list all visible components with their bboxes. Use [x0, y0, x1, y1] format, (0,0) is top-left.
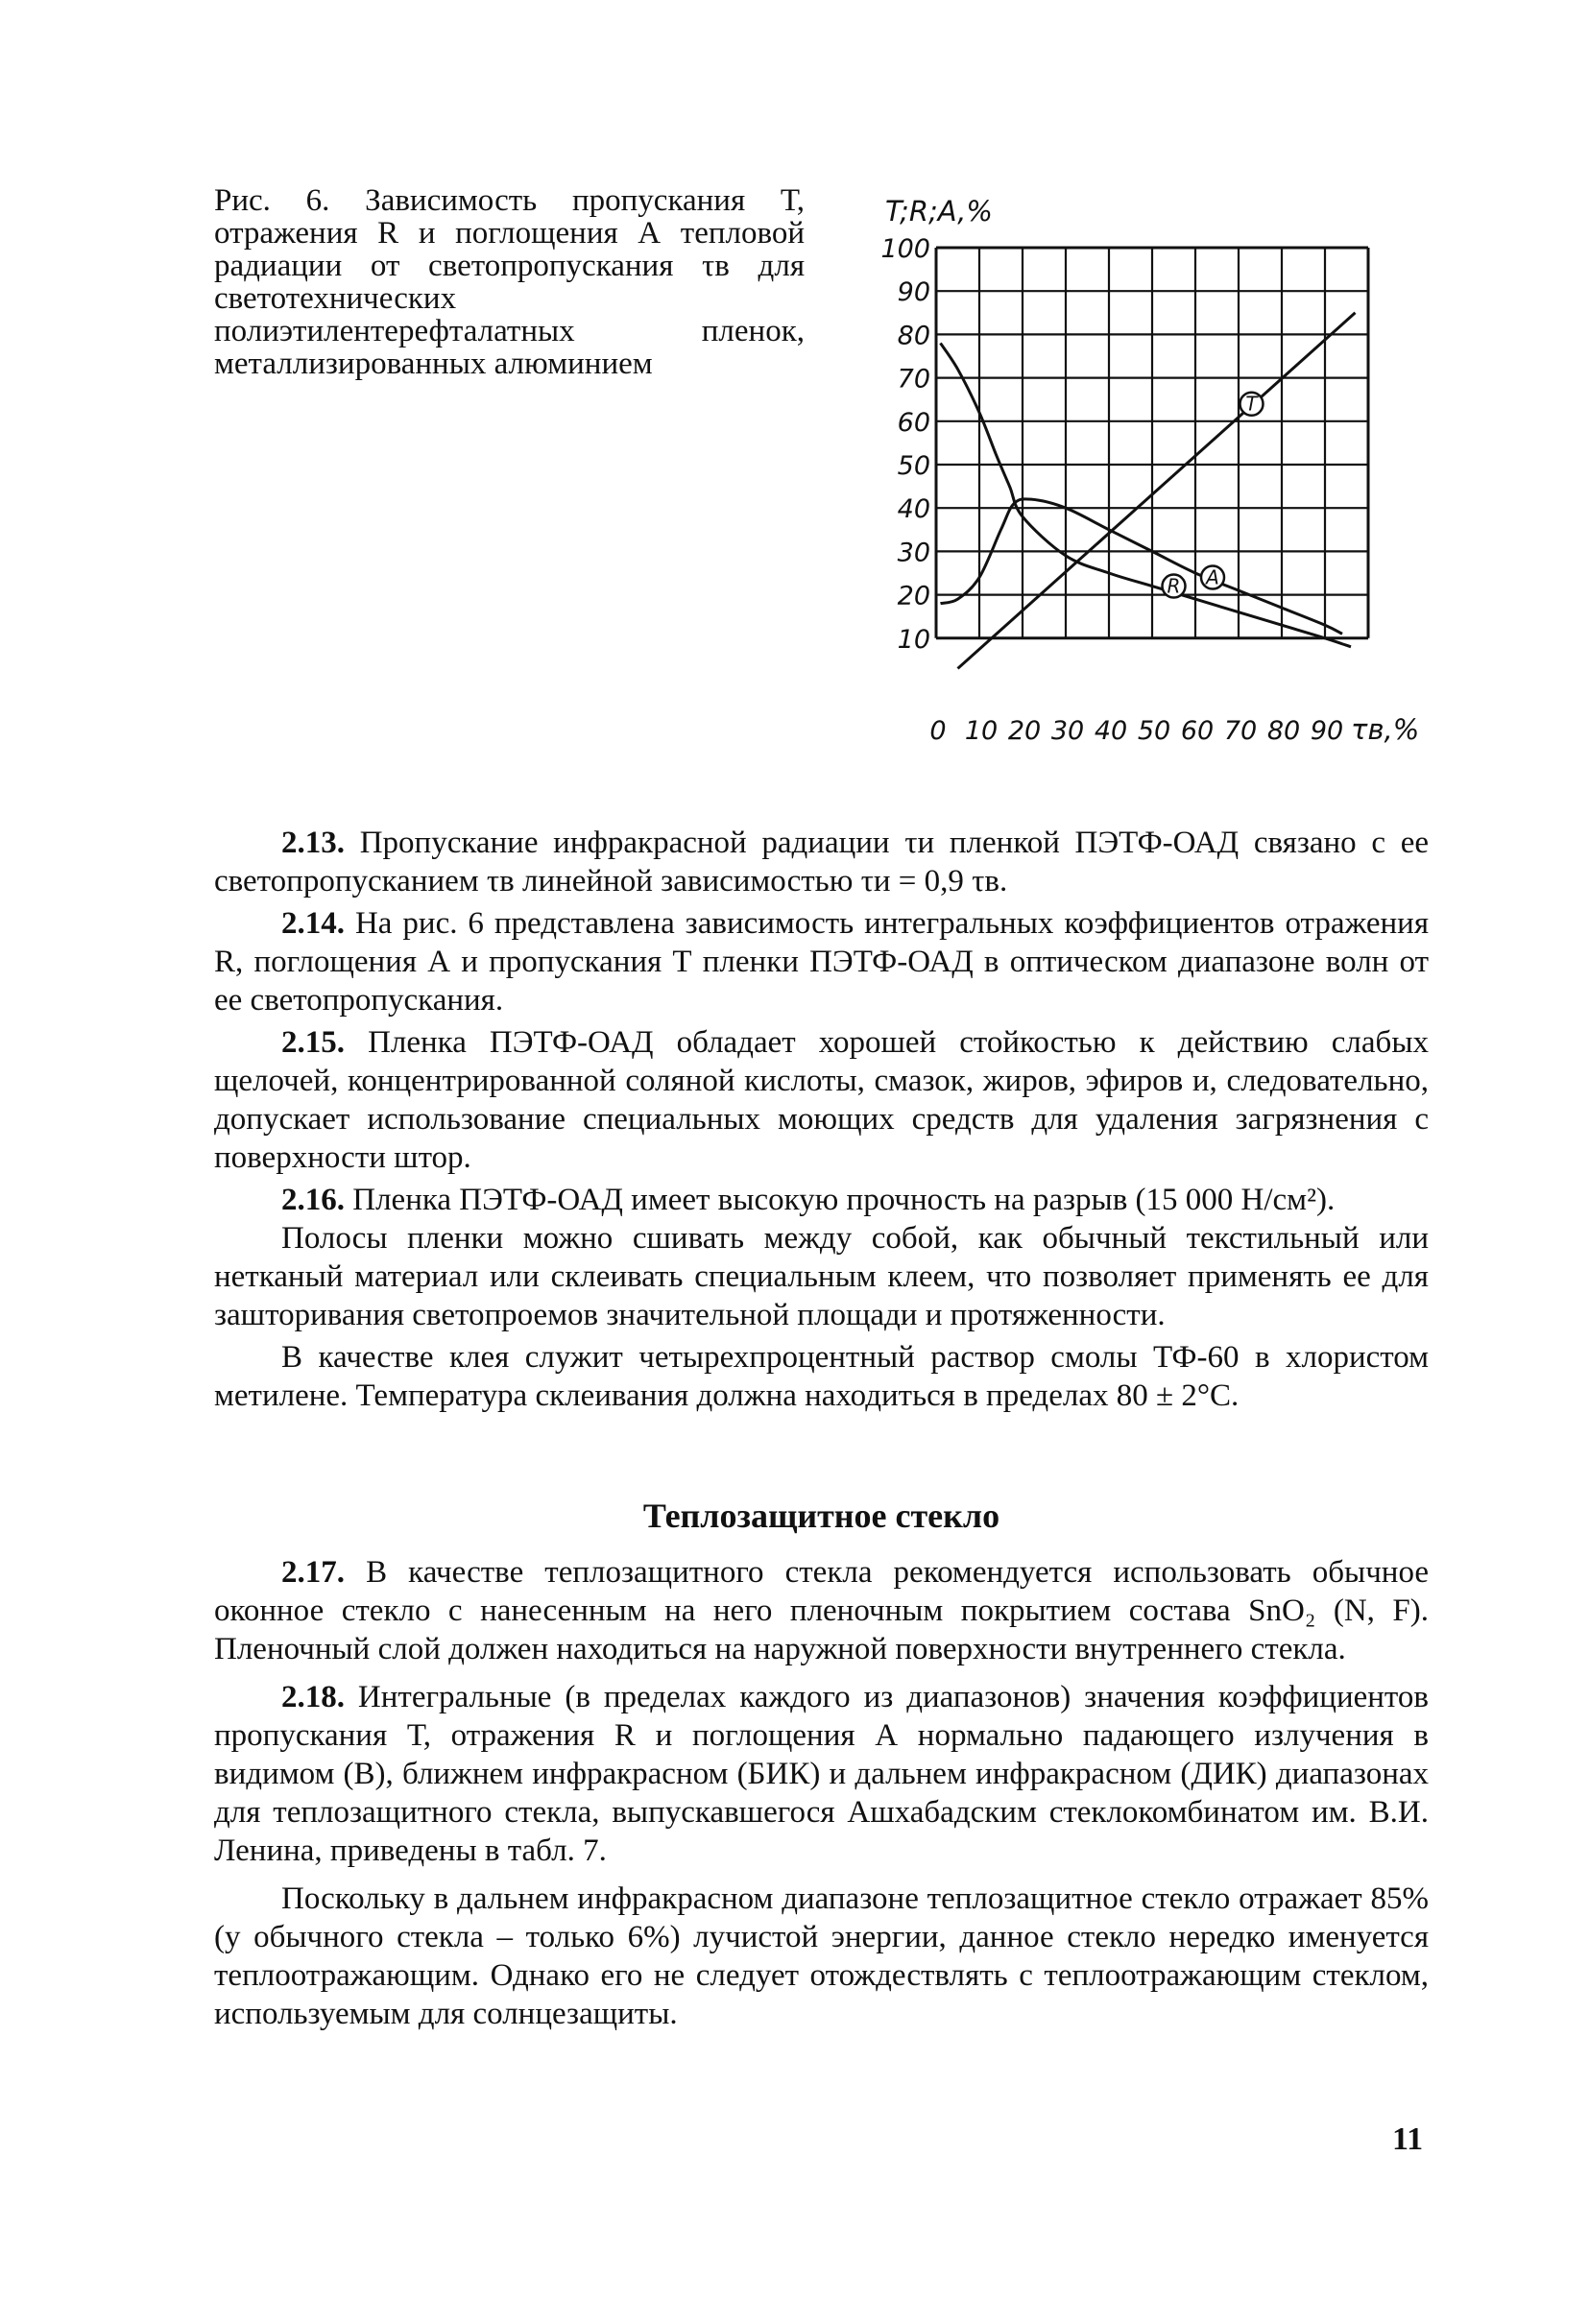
x-tick-label: 50 [1137, 716, 1171, 746]
paragraph-text: Пропускание инфракрасной радиации τи пленкой ПЭТФ-ОАД связано с ее светопропусканием τв линейной зависимостью τи = 0,9 τв. [214, 826, 1430, 898]
text-block-1 [214, 824, 1429, 1415]
series-label-r: R [1167, 574, 1181, 598]
paragraph-number: 2.16. [281, 1183, 345, 1217]
paragraph-text: Пленка ПЭТФ-ОАД имеет высокую прочность на разрыв (15 000 Н/см²). [352, 1183, 1336, 1217]
paragraph-2-16 [214, 1181, 1429, 1219]
figure-caption: Рис. 6. Зависимость пропускания Т, отражения R и поглощения А тепловой радиации от светопропускания τв для светотехнических полиэтилентерефталатных пленок, металлизированных алюминием [214, 183, 805, 381]
paragraph-number: 2.14. [281, 906, 345, 941]
y-tick-label: 70 [897, 364, 930, 395]
x-tick-label: 80 [1266, 716, 1301, 746]
paragraph-2-15 [214, 1023, 1429, 1177]
paragraph-text: Интегральные (в пределах каждого из диапазонов) значения коэффициентов пропускания Т, отражения R и поглощения А нормально падающего излучения в видимом (В), ближнем инфракрасном (БИК) и дальнем инфракрасном (ДИК) диапазонах для теплозащитного стекла, выпускавшегося Ашхабадским стеклокомбинатом им. В.И. Ленина, приведены в табл. 7. [214, 1680, 1430, 1868]
x-tick-label: 0 [929, 716, 947, 746]
paragraph-2-16-b: Полосы пленки можно сшивать между собой, как обычный текстильный или нетканый материал или склеивать специальным клеем, что позволяет применять ее для зашторивания светопроемов значительной площади и протяженности. [214, 1221, 1429, 1332]
series-label-t: T [1245, 392, 1258, 416]
y-tick-label: 50 [897, 451, 930, 481]
page-number: 11 [1392, 2121, 1424, 2157]
x-tick-label: 70 [1223, 716, 1258, 746]
y-tick-label: 90 [897, 277, 930, 308]
paragraph-2-18 [214, 1678, 1429, 1870]
x-tick-label: 40 [1094, 716, 1128, 746]
x-tick-label: 20 [1007, 716, 1042, 746]
paragraph-2-16-c: В качестве клея служит четырехпроцентный раствор смолы ТФ-60 в хлористом метилене. Температура склеивания должна находиться в пределах 80 ± 2°С. [214, 1340, 1429, 1413]
text-block-2 [214, 1553, 1429, 2033]
paragraph-number: 2.17. [281, 1555, 345, 1590]
paragraph-text: Пленка ПЭТФ-ОАД обладает хорошей стойкостью к действию слабых щелочей, концентрированной соляной кислоты, смазок, жиров, эфиров и, следовательно, допускает использование специальных моющих средств для удаления загрязнения с поверхности штор. [214, 1025, 1429, 1175]
x-tick-label: 60 [1180, 716, 1215, 746]
paragraph-number: 2.15. [281, 1025, 345, 1060]
y-tick-label: 40 [897, 494, 930, 525]
paragraph-text: В качестве теплозащитного стекла рекомендуется использовать обычное оконное стекло с нанесенным на него пленочным покрытием состава SnO₂ (N, F). Пленочный слой должен находиться на наружной поверхности внутреннего стекла. [214, 1555, 1430, 1666]
x-axis-label: τв,% [1351, 713, 1420, 746]
x-tick-label: 30 [1050, 716, 1085, 746]
x-tick-label: 90 [1310, 716, 1344, 746]
paragraph-number: 2.13. [281, 826, 345, 860]
series-line-t [958, 313, 1356, 669]
y-tick-label: 60 [897, 407, 930, 438]
y-tick-label: 100 [880, 234, 930, 264]
paragraph-2-17 [214, 1553, 1429, 1668]
paragraph-2-13 [214, 824, 1429, 900]
chart-svg [845, 192, 1459, 758]
paragraph-2-18-b: Поскольку в дальнем инфракрасном диапазоне теплозащитное стекло отражает 85% (у обычного стекла – только 6%) лучистой энергии, данное стекло нередко именуется теплоотражающим. Однако его не следует отождествлять с теплоотражающим стеклом, используемым для солнцезащиты. [214, 1881, 1429, 2031]
chart-grid [936, 248, 1368, 638]
paragraph-number: 2.18. [281, 1680, 345, 1714]
chart [845, 192, 1459, 763]
y-tick-label: 80 [897, 321, 930, 351]
chart-series [941, 313, 1356, 669]
series-label-a: A [1206, 565, 1219, 589]
y-tick-label: 20 [897, 581, 930, 611]
series-line-r [941, 343, 1352, 646]
section-heading: Теплозащитное стекло [642, 1497, 1000, 1535]
paragraph-2-14 [214, 904, 1429, 1019]
y-tick-label: 10 [897, 624, 930, 655]
paragraph-text: На рис. 6 представлена зависимость интегральных коэффициентов отражения R, поглощения А и пропускания Т пленки ПЭТФ-ОАД в оптическом диапазоне волн от ее светопропускания. [214, 906, 1430, 1018]
series-labels [1163, 393, 1264, 598]
x-tick-labels [929, 716, 1343, 746]
y-axis-label: T;R;A,% [885, 195, 993, 228]
x-tick-label: 10 [964, 716, 999, 746]
y-tick-labels [880, 234, 930, 655]
y-tick-label: 30 [897, 538, 930, 568]
